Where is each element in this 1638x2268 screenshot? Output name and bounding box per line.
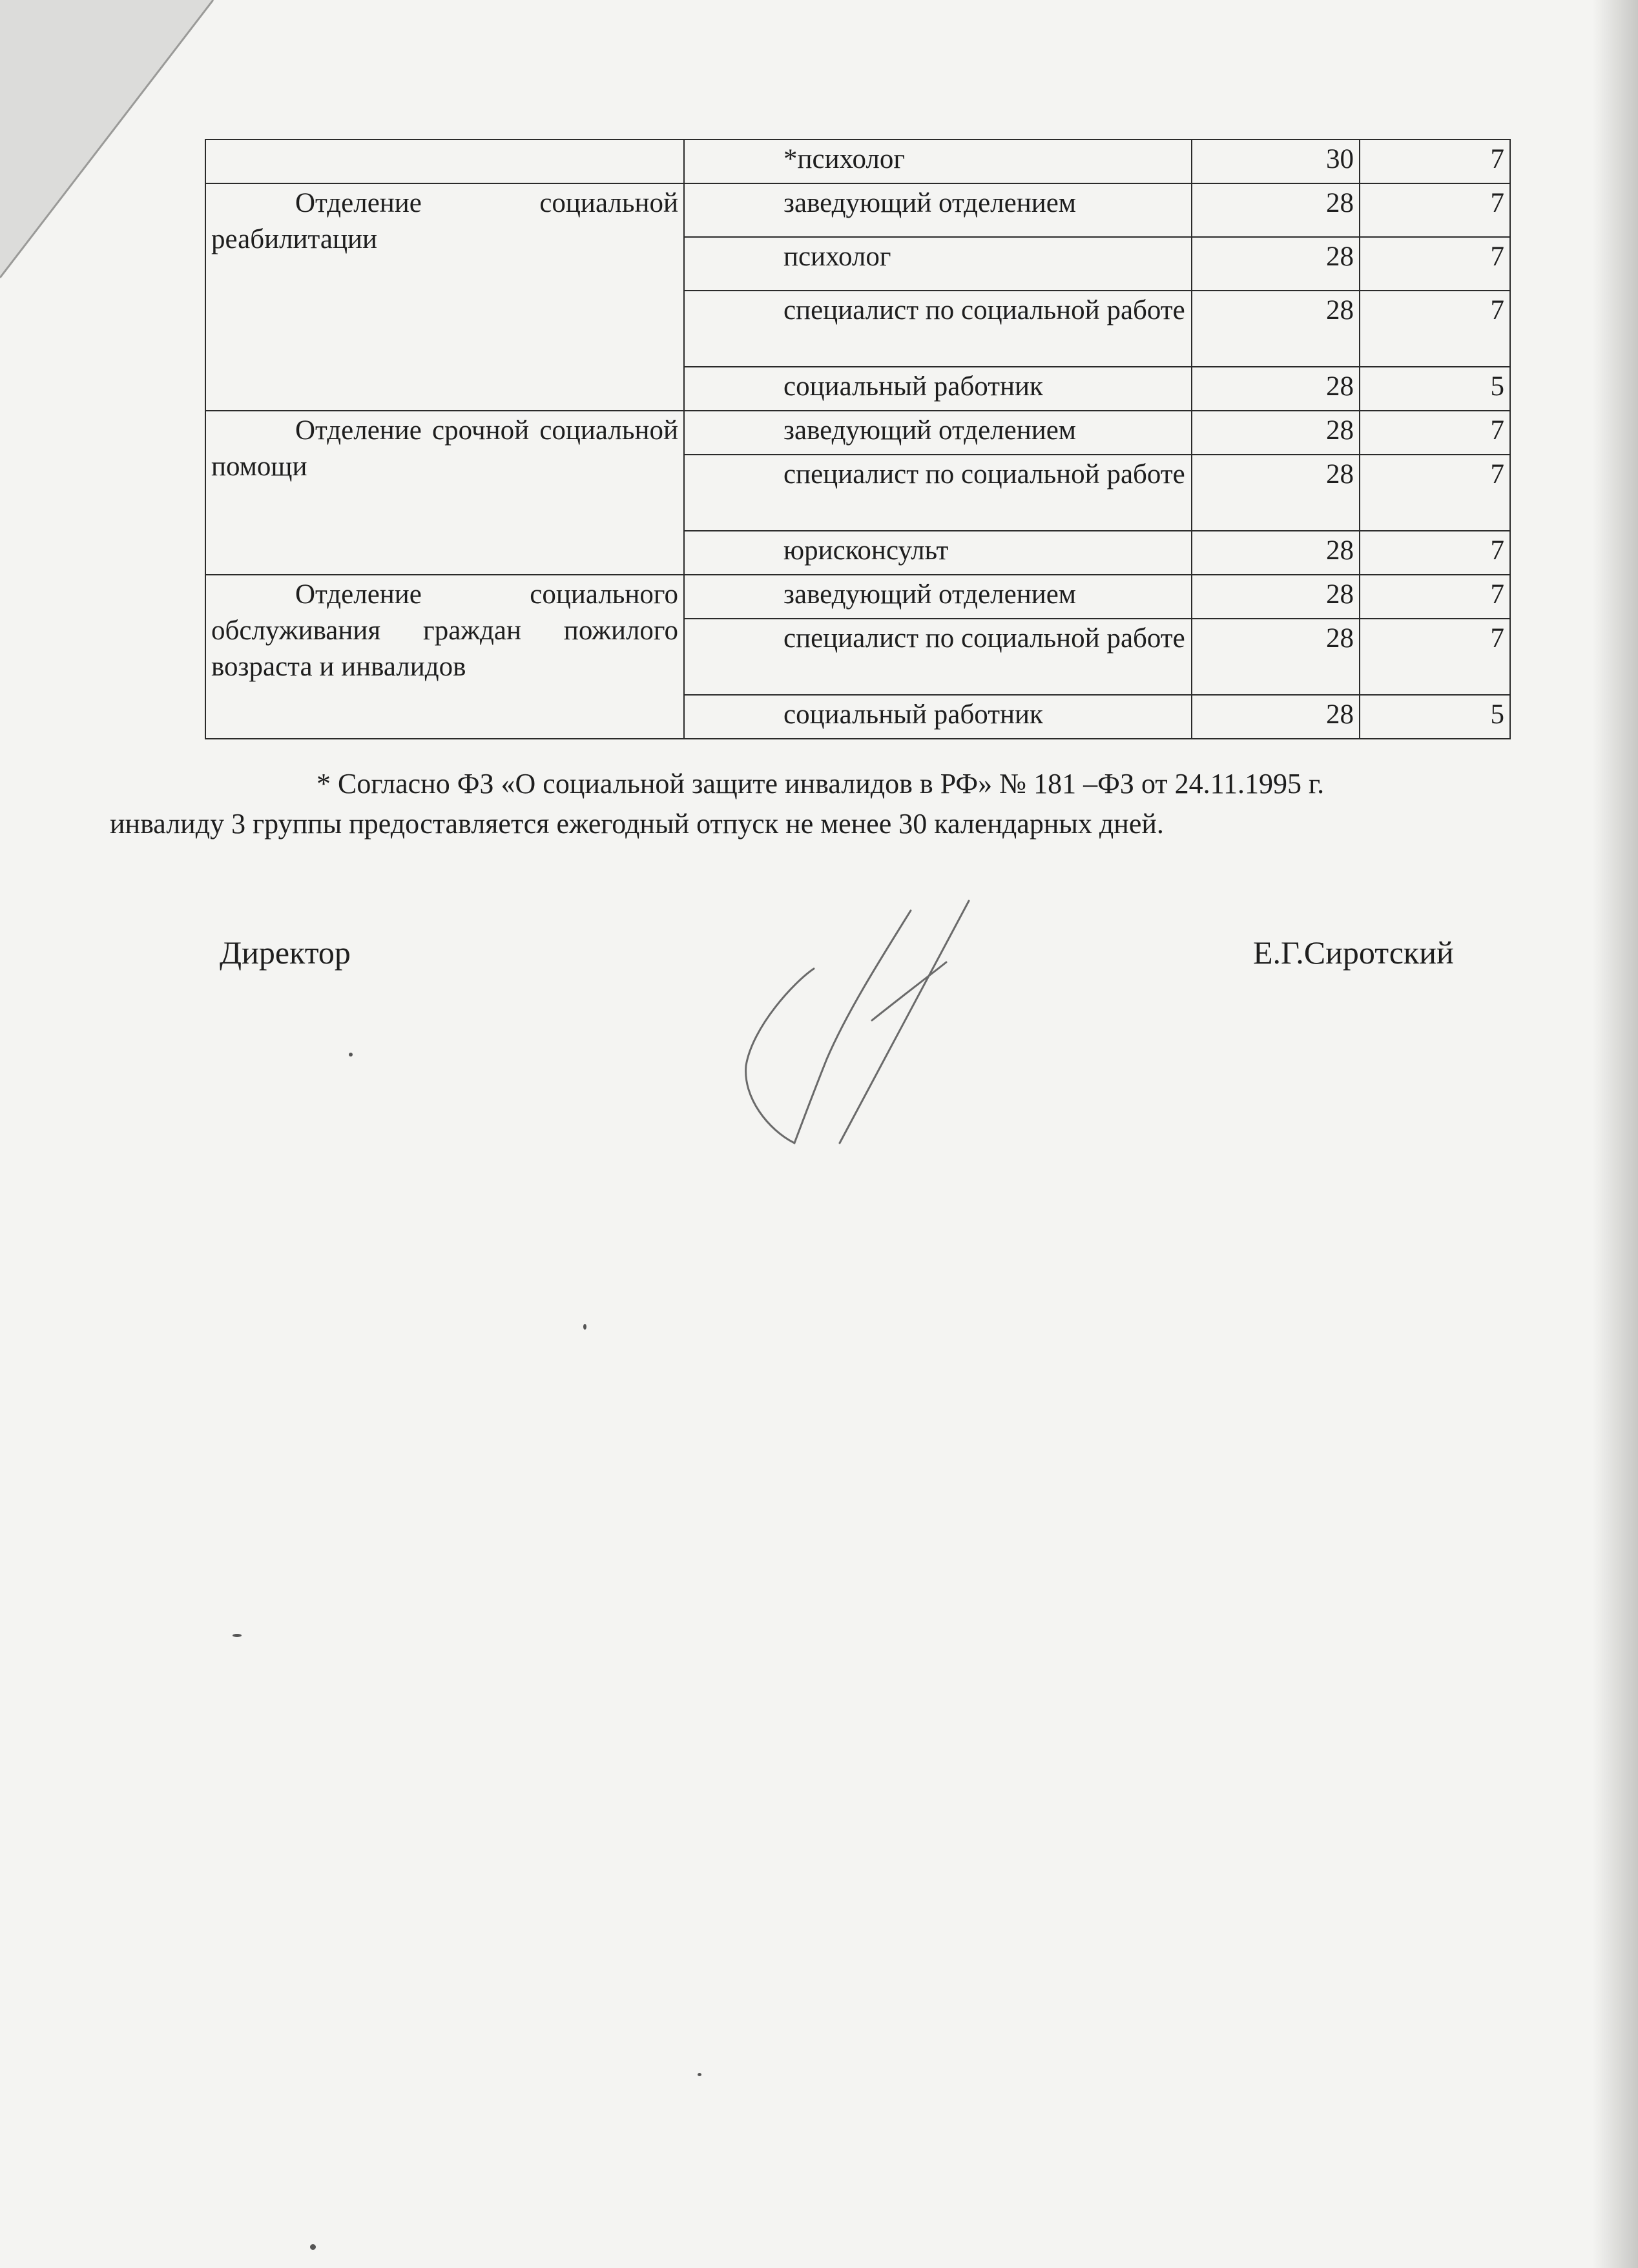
scan-speck	[583, 1324, 586, 1330]
position-cell: юрисконсульт	[684, 531, 1192, 575]
main-days-cell: 28	[1192, 237, 1360, 291]
table-row	[205, 183, 1510, 237]
scan-speck	[698, 2073, 701, 2076]
extra-days-cell: 7	[1360, 619, 1510, 695]
main-days-cell: 28	[1192, 367, 1360, 411]
position-cell: социальный работник	[684, 367, 1192, 411]
position-cell: социальный работник	[684, 695, 1192, 739]
vacation-days-table	[205, 139, 1511, 739]
position-cell: заведующий отделением	[684, 411, 1192, 455]
department-cell	[205, 139, 684, 183]
department-cell: Отделение социальной реабилитации	[205, 183, 684, 411]
main-days-cell: 28	[1192, 695, 1360, 739]
extra-days-cell: 7	[1360, 237, 1510, 291]
position-cell: специалист по социальной работе	[684, 619, 1192, 695]
table-row	[205, 575, 1510, 619]
main-days-cell: 28	[1192, 619, 1360, 695]
handwritten-signature	[717, 885, 1001, 1156]
extra-days-cell: 7	[1360, 183, 1510, 237]
main-days-cell: 28	[1192, 411, 1360, 455]
scan-speck	[349, 1053, 353, 1057]
extra-days-cell: 7	[1360, 455, 1510, 531]
footnote-line: * Согласно ФЗ «О социальной защите инвалидов в РФ» № 181 –ФЗ от 24.11.1995 г.	[316, 768, 1325, 799]
position-cell: заведующий отделением	[684, 575, 1192, 619]
department-cell: Отделение срочной социальной помощи	[205, 411, 684, 575]
extra-days-cell: 5	[1360, 367, 1510, 411]
main-days-cell: 28	[1192, 531, 1360, 575]
main-days-cell: 28	[1192, 455, 1360, 531]
extra-days-cell: 7	[1360, 411, 1510, 455]
main-days-cell: 30	[1192, 139, 1360, 183]
scan-edge-shadow	[1593, 0, 1638, 2268]
footnote-line: инвалиду 3 группы предоставляется ежегодный отпуск не менее 30 календарных дней.	[110, 808, 1164, 840]
scan-speck	[233, 1634, 242, 1637]
scan-speck	[310, 2244, 316, 2250]
extra-days-cell: 7	[1360, 531, 1510, 575]
position-cell: специалист по социальной работе	[684, 291, 1192, 367]
signatory-title: Директор	[220, 934, 351, 971]
extra-days-cell: 5	[1360, 695, 1510, 739]
main-days-cell: 28	[1192, 291, 1360, 367]
extra-days-cell: 7	[1360, 575, 1510, 619]
main-days-cell: 28	[1192, 183, 1360, 237]
position-cell: психолог	[684, 237, 1192, 291]
department-cell: Отделение социального обслуживания граждан пожилого возраста и инвалидов	[205, 575, 684, 739]
table-row	[205, 139, 1510, 183]
footnote	[110, 764, 1511, 844]
position-cell: *психолог	[684, 139, 1192, 183]
table-row	[205, 411, 1510, 455]
signatory-name: Е.Г.Сиротский	[1253, 934, 1454, 971]
position-cell: специалист по социальной работе	[684, 455, 1192, 531]
extra-days-cell: 7	[1360, 291, 1510, 367]
position-cell: заведующий отделением	[684, 183, 1192, 237]
main-days-cell: 28	[1192, 575, 1360, 619]
extra-days-cell: 7	[1360, 139, 1510, 183]
